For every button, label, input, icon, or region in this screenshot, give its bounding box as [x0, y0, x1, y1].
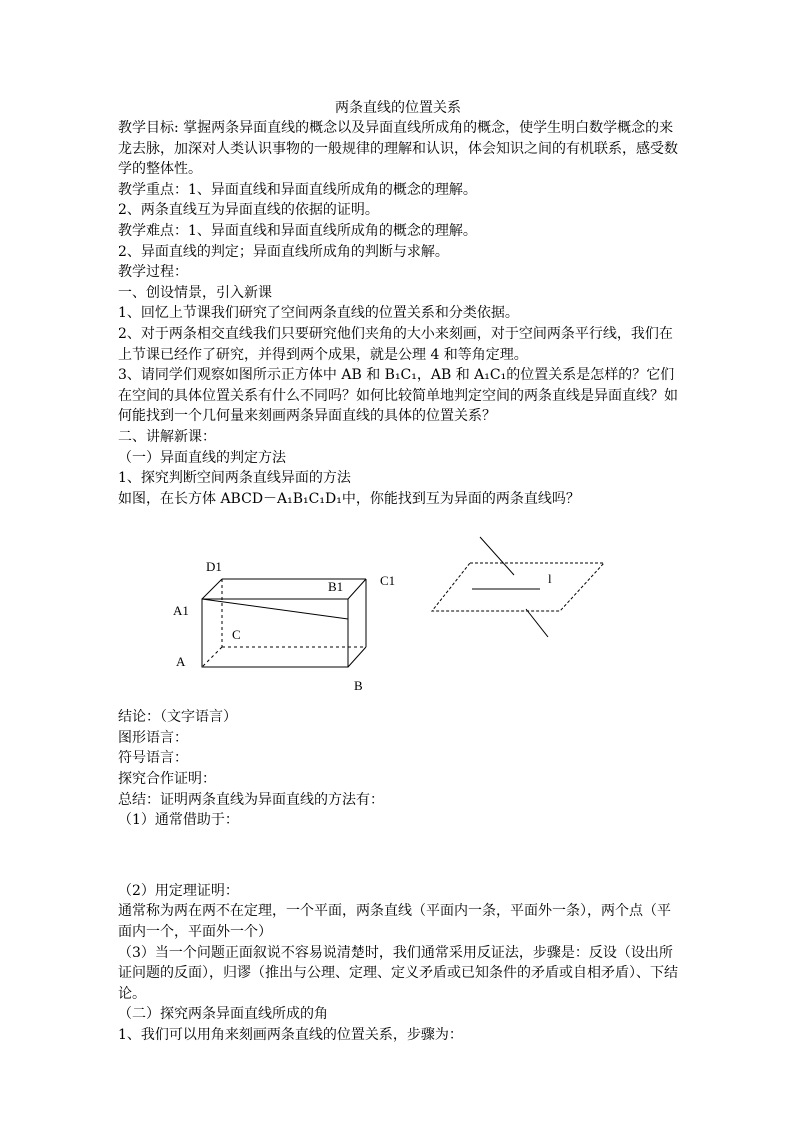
paragraph: 1、探究判断空间两条直线异面的方法: [118, 470, 351, 487]
paragraph: 教学重点：1、异面直线和异面直线所成角的概念的理解。: [118, 181, 477, 198]
paragraph: 2、异面直线的判定；异面直线所成角的判断与求解。: [118, 243, 449, 260]
plane-line-label: l: [548, 571, 552, 587]
paragraph: 一、创设情景，引入新课: [118, 284, 272, 301]
paragraph: 符号语言：: [118, 750, 188, 767]
skew-line-lower: [526, 609, 548, 637]
label-a: A: [176, 654, 186, 670]
page-title: 两条直线的位置关系: [335, 100, 461, 116]
paragraph: 总结：证明两条直线为异面直线的方法有：: [118, 791, 384, 808]
hidden-edge-d-a: [202, 647, 222, 667]
paragraph: 通常称为两在两不在定理，一个平面，两条直线（平面内一条，平面外一条），两个点（平面内一个，平面外一个）: [118, 903, 671, 941]
label-b1: B1: [328, 579, 344, 595]
document-page: [118, 98, 678, 1046]
paragraph: 教学过程：: [118, 264, 188, 281]
label-c1: C1: [380, 573, 396, 589]
cuboid-figure: [140, 527, 400, 707]
paragraph: 结论：（文字语言）: [118, 709, 237, 726]
paragraph: 教学目标: 掌握两条异面直线的概念以及异面直线所成角的概念，使学生明白数学概念的来龙去脉，加深对人类认识事物的一般规律的理解和认识，体会知识之间的有机联系，感受数学的整体性。: [118, 120, 678, 178]
label-d1: D1: [206, 559, 222, 575]
paragraph: 1、我们可以用角来刻画两条直线的位置关系，步骤为：: [118, 1027, 463, 1043]
paragraph: （一）异面直线的判定方法: [118, 449, 286, 466]
diagonal-line: [202, 599, 348, 619]
paragraph: （2）用定理证明：: [118, 882, 239, 899]
skew-line-upper: [480, 537, 514, 575]
paragraph: 1、回忆上节课我们研究了空间两条直线的位置关系和分类依据。: [118, 305, 519, 322]
paragraph: 探究合作证明：: [118, 771, 216, 788]
blank-space: [118, 831, 678, 881]
label-b: B: [354, 678, 363, 694]
paragraph: 教学难点：1、异面直线和异面直线所成角的概念的理解。: [118, 222, 477, 239]
paragraph: 3、请同学们观察如图所示正方体中 AB 和 B₁C₁，AB 和 A₁C₁的位置关系是怎样的？它们在空间的具体位置关系有什么不同吗？如何比较简单地判定空间的两条直线是异面直线？如何能找到一个几何量来刻画两条异面直线的具体的位置关系？: [118, 367, 678, 425]
paragraph: （1）通常借助于：: [118, 812, 239, 829]
paragraph: 二、讲解新课：: [118, 428, 216, 445]
label-a1: A1: [173, 603, 189, 619]
paragraph: （3）当一个问题正面叙说不容易说清楚时，我们通常采用反证法，步骤是：反设（设出所证问题的反面），归谬（推出与公理、定理、定义矛盾或已知条件的矛盾或自相矛盾）、下结论。: [118, 944, 678, 1002]
edge-a1-d1: [202, 579, 222, 599]
paragraph: 2、两条直线互为异面直线的依据的证明。: [118, 202, 379, 219]
figure-area: [118, 527, 678, 707]
plane-parallelogram: [432, 563, 604, 611]
label-c: C: [232, 627, 241, 643]
edge-c1-b1: [348, 579, 366, 599]
paragraph: （二）探究两条异面直线所成的角: [118, 1006, 328, 1023]
edge-c-b: [348, 647, 366, 667]
paragraph: 如图，在长方体 ABCD－A₁B₁C₁D₁中，你能找到互为异面的两条直线吗？: [118, 490, 580, 507]
paragraph: 2、对于两条相交直线我们只要研究他们夹角的大小来刻画，对于空间两条平行线，我们在上节课已经作了研究，并得到两个成果，就是公理 4 和等角定理。: [118, 325, 673, 363]
plane-figure: [422, 527, 622, 667]
paragraph: 图形语言：: [118, 729, 188, 746]
